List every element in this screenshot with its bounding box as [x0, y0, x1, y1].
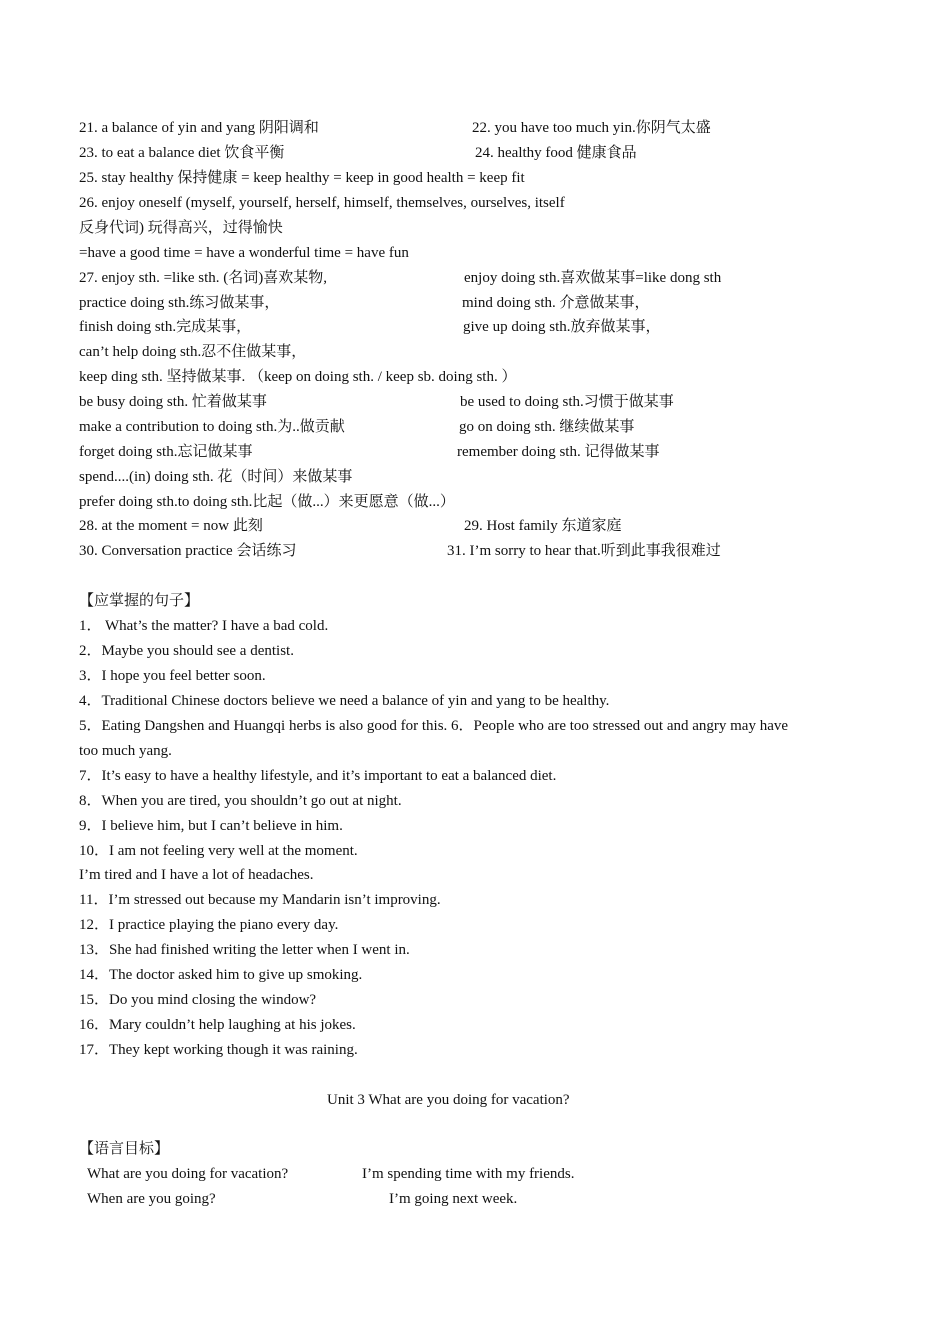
vocab-line [79, 118, 711, 138]
sentence-item: 4．Traditional Chinese doctors believe we need a balance of yin and yang to be healthy. [79, 693, 610, 709]
goal-question: What are you doing for vacation? [87, 1166, 289, 1182]
vocab-right: mind doing sth. 介意做某事， [462, 295, 650, 311]
vocab-left: forget doing sth.忘记做某事 [79, 444, 253, 460]
vocab-right: remember doing sth. 记得做某事 [457, 444, 660, 460]
vocab-line [79, 442, 660, 462]
sentence-item: 15．Do you mind closing the window? [79, 992, 317, 1008]
vocab-right: enjoy doing sth.喜欢做某事=like dong sth [464, 270, 722, 286]
vocab-left: =have a good time = have a wonderful time = have fun [79, 245, 409, 261]
vocab-line [79, 392, 674, 412]
vocab-left: be busy doing sth. 忙着做某事 [79, 394, 267, 410]
unit-title: Unit 3 What are you doing for vacation? [327, 1092, 570, 1108]
goal-answer: I’m spending time with my friends. [362, 1166, 575, 1182]
goal-line [87, 1189, 518, 1209]
vocab-line [79, 317, 661, 337]
goal-answer: I’m going next week. [389, 1191, 518, 1207]
vocab-line [79, 268, 722, 288]
vocab-line [79, 367, 516, 387]
sentence-item: 2．Maybe you should see a dentist. [79, 643, 294, 659]
sentence-item: 16．Mary couldn’t help laughing at his jokes. [79, 1017, 356, 1033]
vocab-left: 21. a balance of yin and yang 阴阳调和 [79, 120, 319, 136]
vocab-line [79, 193, 565, 213]
vocab-right: 29. Host family 东道家庭 [464, 518, 622, 534]
vocab-right: go on doing sth. 继续做某事 [459, 419, 635, 435]
sentence-item: 14．The doctor asked him to give up smoking. [79, 967, 363, 983]
vocab-line [79, 243, 409, 263]
section-heading-goals: 【语言目标】 [79, 1141, 170, 1157]
sentence-item: 5．Eating Dangshen and Huangqi herbs is also good for this. 6．People who are too stressed out and angry may have [79, 718, 789, 734]
vocab-left: 30. Conversation practice 会话练习 [79, 543, 297, 559]
vocab-line [79, 168, 525, 188]
vocab-left: 反身代词) 玩得高兴，过得愉快 [79, 220, 283, 236]
vocab-line [79, 417, 635, 437]
vocab-left: 26. enjoy oneself (myself, yourself, herself, himself, themselves, ourselves, itself [79, 195, 565, 211]
sentence-item: I’m tired and I have a lot of headaches. [79, 867, 314, 883]
vocab-left: 28. at the moment = now 此刻 [79, 518, 263, 534]
vocab-right: be used to doing sth.习惯于做某事 [460, 394, 674, 410]
sentence-item: 8．When you are tired, you shouldn’t go out at night. [79, 793, 402, 809]
vocab-right: 24. healthy food 健康食品 [475, 145, 637, 161]
sentence-item: 12．I practice playing the piano every day. [79, 917, 339, 933]
sentence-item: 3．I hope you feel better soon. [79, 668, 266, 684]
section-heading-sentences: 【应掌握的句子】 [79, 593, 200, 609]
vocab-line [79, 342, 306, 362]
vocab-line [79, 541, 721, 561]
sentence-item: 13．She had finished writing the letter when I went in. [79, 942, 410, 958]
sentence-item: 17．They kept working though it was raining. [79, 1042, 358, 1058]
vocab-line [79, 218, 283, 238]
vocab-left: keep ding sth. 坚持做某事. （keep on doing sth. / keep sb. doing sth. ） [79, 369, 517, 385]
vocab-left: prefer doing sth.to doing sth.比起（做...）来更愿意（做...） [79, 494, 455, 510]
vocab-line [79, 516, 622, 536]
vocab-right: 22. you have too much yin.你阴气太盛 [472, 120, 711, 136]
vocab-right: 31. I’m sorry to hear that.听到此事我很难过 [447, 543, 721, 559]
vocab-left: spend....(in) doing sth. 花（时间）来做某事 [79, 469, 353, 485]
vocab-line [79, 293, 650, 313]
vocab-line [79, 467, 352, 487]
sentence-item: 1． What’s the matter? I have a bad cold. [79, 618, 329, 634]
sentence-item: too much yang. [79, 743, 172, 759]
goal-question: When are you going? [87, 1191, 216, 1207]
sentence-item: 7．It’s easy to have a healthy lifestyle, and it’s important to eat a balanced diet. [79, 768, 557, 784]
sentence-item: 10．I am not feeling very well at the moment. [79, 843, 358, 859]
goal-line [87, 1164, 575, 1184]
vocab-left: practice doing sth.练习做某事， [79, 295, 280, 311]
sentence-item: 11．I’m stressed out because my Mandarin isn’t improving. [79, 892, 441, 908]
vocab-left: can’t help doing sth.忍不住做某事， [79, 344, 307, 360]
sentence-item: 9．I believe him, but I can’t believe in him. [79, 818, 343, 834]
vocab-left: finish doing sth.完成某事， [79, 319, 252, 335]
vocab-left: 25. stay healthy 保持健康 = keep healthy = keep in good health = keep fit [79, 170, 525, 186]
vocab-line [79, 143, 637, 163]
vocab-left: 23. to eat a balance diet 饮食平衡 [79, 145, 285, 161]
vocab-left: 27. enjoy sth. =like sth. (名词)喜欢某物, [79, 270, 328, 286]
vocab-left: make a contribution to doing sth.为..做贡献 [79, 419, 345, 435]
vocab-line [79, 492, 455, 512]
vocab-right: give up doing sth.放弃做某事， [463, 319, 661, 335]
